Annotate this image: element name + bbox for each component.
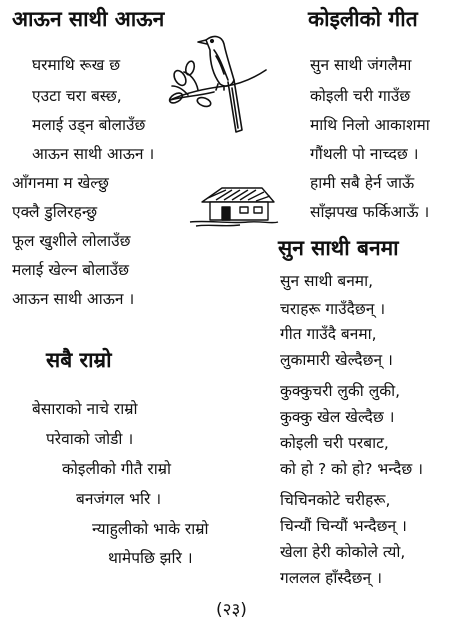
poem-line: गललल हाँस्दैछन् । <box>280 569 382 587</box>
poem-line: चराहरू गाउँदैछन् । <box>280 300 386 318</box>
poem-line: मलाई उड्न बोलाउँछ <box>32 116 146 134</box>
poem-line: एक्लै डुलिरहन्छु <box>12 203 98 221</box>
poem-line: सुन साथी बनमा, <box>280 272 374 290</box>
poem-line: एउटा चरा बस्छ, <box>32 87 122 105</box>
poem-line: घरमाथि रूख छ <box>32 56 121 74</box>
poem-title-sun-sathi: सुन साथी बनमा <box>278 236 399 260</box>
poem-line: बनजंगल भरि । <box>76 490 162 508</box>
poem-line: परेवाको जोडी । <box>46 430 134 448</box>
poem-line: आऊन साथी आऊन । <box>12 290 135 308</box>
poem-line: कोइली चरी गाउँछ <box>310 87 411 105</box>
poem-title-aauna: आऊन साथी आऊन <box>12 7 165 31</box>
poem-line: लुकामारी खेल्दैछन् । <box>280 351 393 369</box>
poem-line: मलाई खेल्न बोलाउँछ <box>12 261 130 279</box>
poem-line: गीत गाउँदै बनमा, <box>280 325 377 343</box>
poem-line: कुक्कुचरी लुकी लुकी, <box>280 382 401 400</box>
poem-title-sabai-ramro: सबै राम्रो <box>46 348 112 372</box>
poem-line: साँझपख फर्किआऊँ । <box>310 203 430 221</box>
poem-line: आऊन साथी आऊन । <box>32 145 155 163</box>
poem-line: चिचिनकोटे चरीहरू, <box>280 491 391 509</box>
poem-line: को हो ? को हो? भन्दैछ । <box>280 460 423 478</box>
poem-line: बेसाराको नाचे राम्रो <box>32 400 138 418</box>
village-house-illustration <box>188 184 280 228</box>
poem-line: न्याहुलीको भाके राम्रो <box>92 520 209 538</box>
page-number: (२३) <box>216 600 247 620</box>
poem-line: खेला हेरी कोकोले त्यो, <box>280 543 406 561</box>
poem-line: थामेपछि झरि । <box>108 549 193 567</box>
poem-line: फूल खुशीले लोलाउँछ <box>12 232 131 250</box>
poem-line: कोइलीको गीतै राम्रो <box>62 460 172 478</box>
poem-line: आँगनमा म खेल्छु <box>12 174 109 192</box>
poem-line: कोइली चरी परबाट, <box>280 434 389 452</box>
poem-line: कुक्कु खेल खेल्दैछ । <box>280 408 395 426</box>
poem-line: चिन्यौं चिन्यौं भन्दैछन् । <box>280 517 407 535</box>
poem-line: माथि निलो आकाशमा <box>310 116 430 134</box>
poem-line: गौंथली पो नाच्दछ । <box>310 145 419 163</box>
poem-line: हामी सबै हेर्न जाऊँ <box>310 174 415 192</box>
poem-line: सुन साथी जंगलैमा <box>310 56 412 74</box>
bird-on-branch-illustration <box>168 28 268 140</box>
poem-title-koili: कोइलीको गीत <box>308 7 418 31</box>
